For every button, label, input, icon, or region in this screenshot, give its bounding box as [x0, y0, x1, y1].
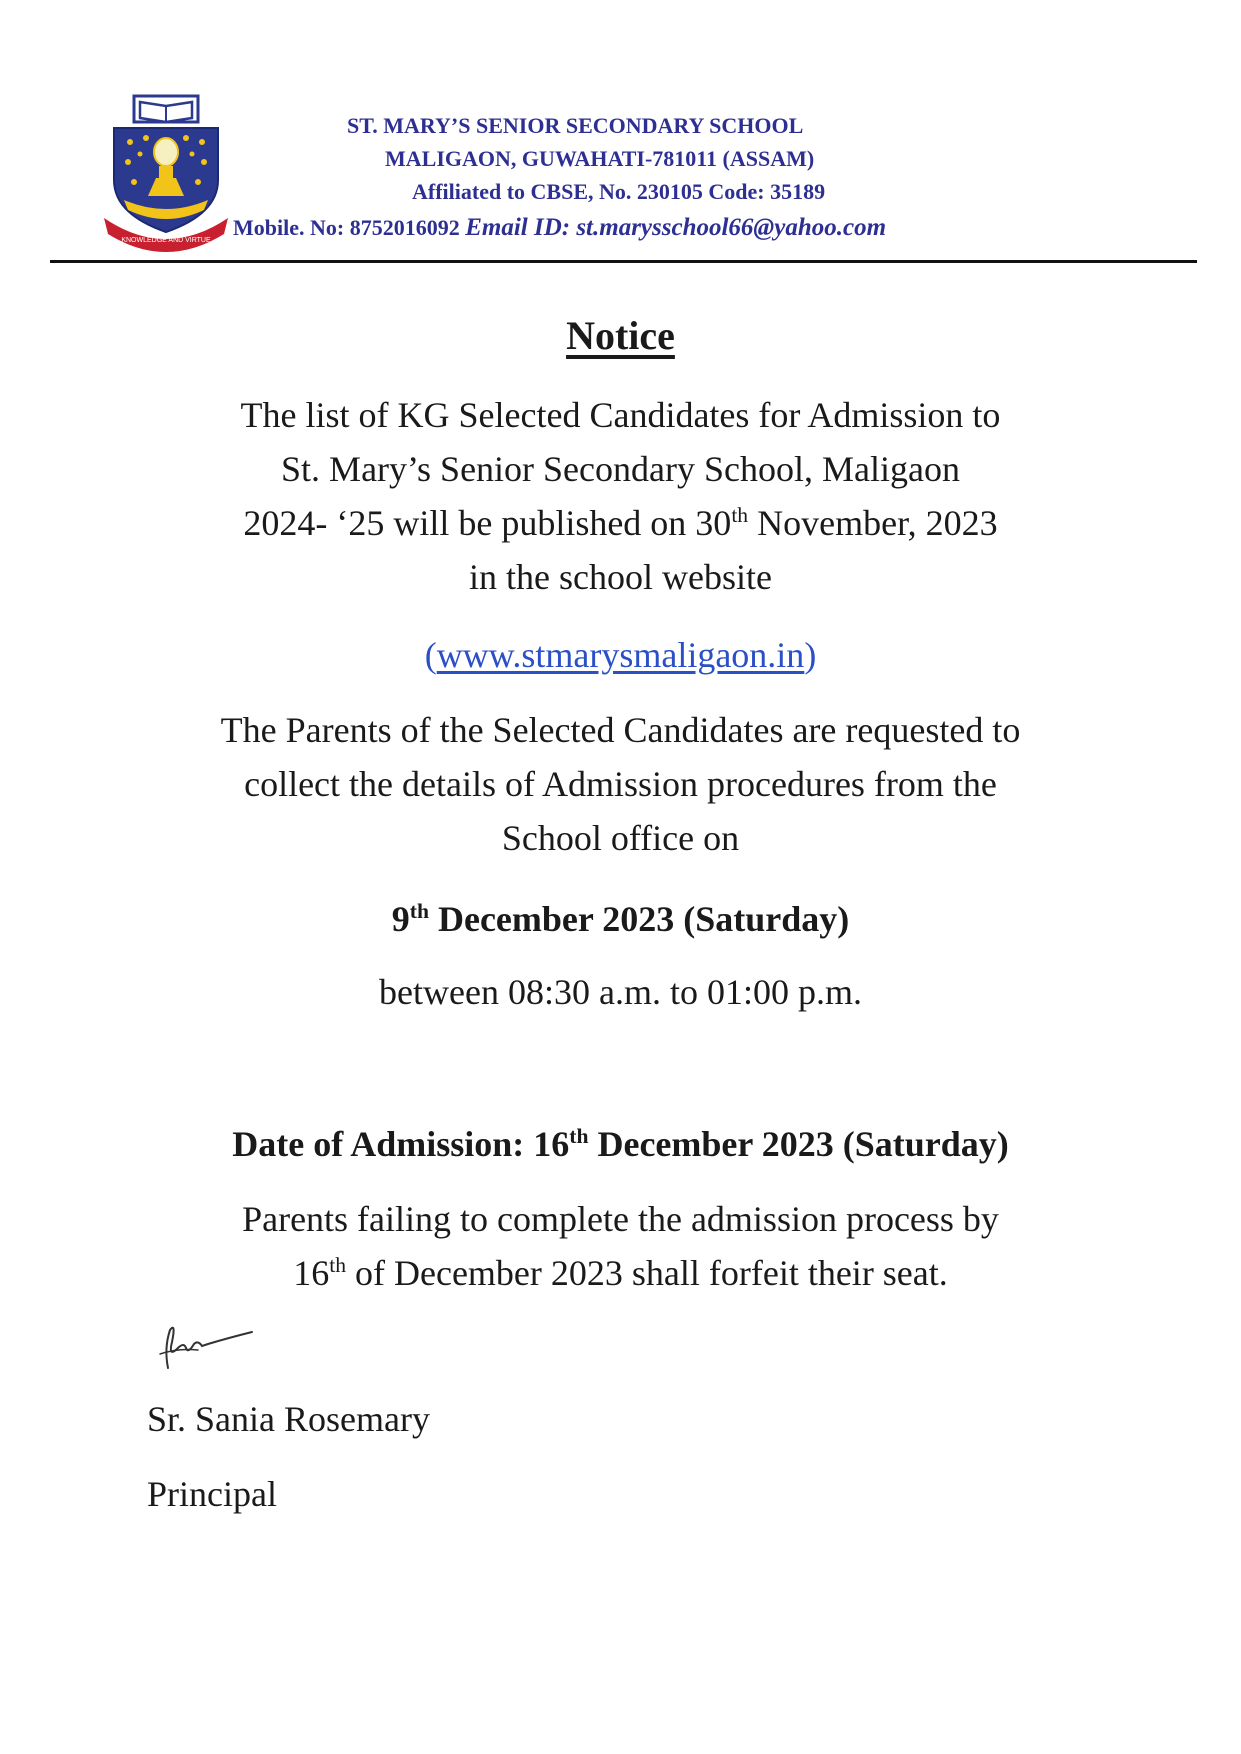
paragraph-3-line-2: 16th of December 2023 shall forfeit their seat. — [293, 1253, 948, 1293]
notice-paragraph-2 — [0, 703, 1241, 865]
website-link[interactable]: www.stmarysmaligaon.in — [436, 635, 805, 675]
email-id: Email ID: st.marysschool66@yahoo.com — [465, 214, 887, 241]
school-affiliation: Affiliated to CBSE, No. 230105 Code: 35189 — [412, 179, 826, 204]
paragraph-1-line-4: in the school website — [469, 557, 772, 597]
paragraph-2-line-3: School office on — [501, 818, 740, 858]
crest-motto: KNOWLEDGE AND VIRTUE — [121, 237, 211, 244]
mobile-number: Mobile. No: 8752016092 — [233, 215, 460, 240]
school-name: ST. MARY’S SENIOR SECONDARY SCHOOL — [347, 113, 804, 138]
admission-date: Date of Admission: 16th December 2023 (Saturday) — [232, 1124, 1009, 1164]
principal-signature — [148, 1318, 268, 1378]
signatory-name: Sr. Sania Rosemary — [147, 1399, 430, 1439]
header-divider — [50, 260, 1197, 263]
paragraph-2-line-1: The Parents of the Selected Candidates are requested to — [220, 710, 1021, 750]
paragraph-1-line-1: The list of KG Selected Candidates for Admission to — [240, 395, 1001, 435]
paragraph-3-line-1: Parents failing to complete the admission process by — [242, 1199, 999, 1239]
signatory-designation: Principal — [147, 1474, 277, 1514]
paragraph-1-line-2: St. Mary’s Senior Secondary School, Maligaon — [281, 449, 960, 489]
school-crest-logo — [104, 92, 228, 252]
collection-time: between 08:30 a.m. to 01:00 p.m. — [379, 972, 862, 1012]
school-address: MALIGAON, GUWAHATI-781011 (ASSAM) — [385, 146, 815, 171]
notice-paragraph-1 — [0, 388, 1241, 604]
paragraph-1-line-3: 2024- ‘25 will be published on 30th November, 2023 — [243, 503, 998, 543]
website-line: (www.stmarysmaligaon.in) — [424, 635, 817, 675]
notice-paragraph-3 — [0, 1192, 1241, 1300]
school-contact — [233, 214, 886, 242]
collection-date: 9th December 2023 (Saturday) — [391, 899, 850, 939]
notice-title: Notice — [566, 313, 675, 358]
paragraph-2-line-2: collect the details of Admission procedures from the — [244, 764, 997, 804]
